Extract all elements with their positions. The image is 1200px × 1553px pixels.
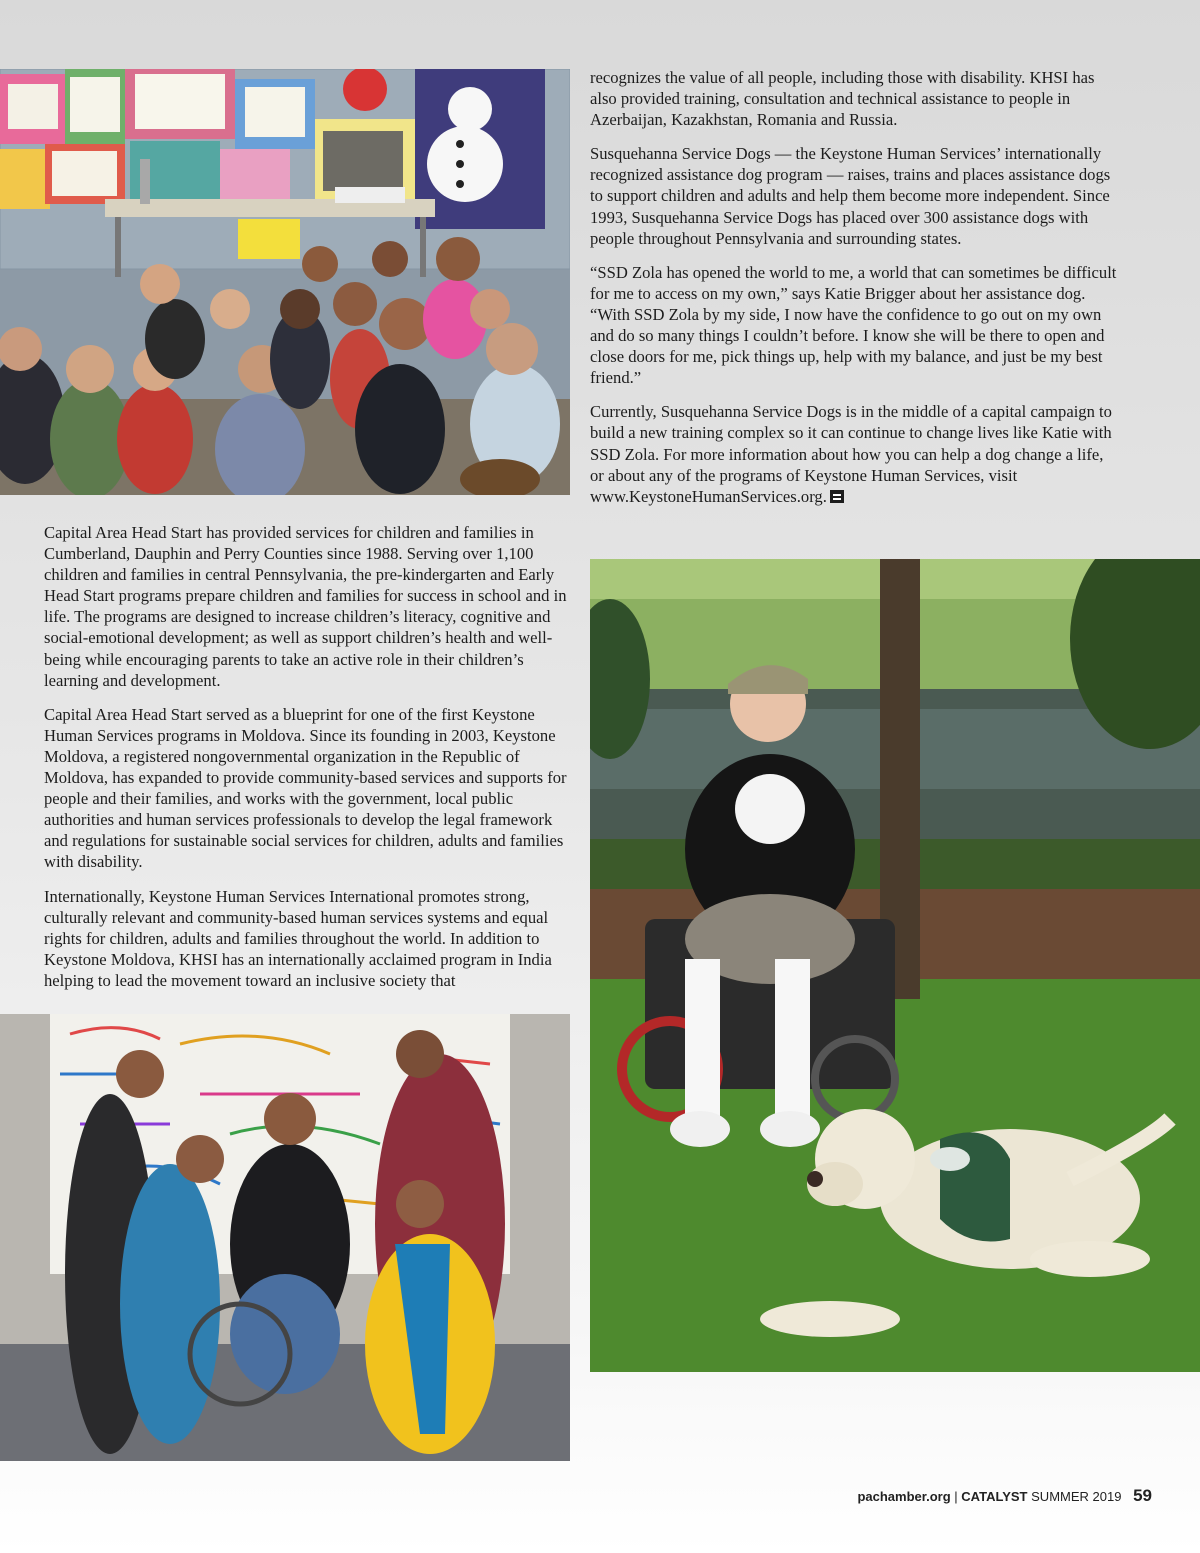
paragraph-head-start: Capital Area Head Start has provided services for children and families in Cumberland, Dauphin and Perry Counties since 1988. Serving over 1,100 children and families in central Pennsylvania, the pre-kindergarten and Early Head Start programs prepare children and families for success in school and in life. The programs are designed to increase children’s literacy, cognitive and social-emotional development; as well as support children’s health and well-being while encouraging parents to take an active role in their children’s learning and development.: [44, 523, 567, 690]
service-dog-photo: [590, 559, 1200, 1372]
classroom-children-photo: [0, 69, 570, 495]
footer-magazine: CATALYST: [961, 1489, 1028, 1504]
footer-site: pachamber.org: [857, 1489, 951, 1504]
paragraph-khsi-value: recognizes the value of all people, including those with disability. KHSI has also provided training, consultation and technical assistance to people in Azerbaijan, Kazakhstan, Romania and Russia.: [590, 68, 1095, 130]
paragraph-moldova: Capital Area Head Start served as a blueprint for one of the first Keystone Human Services programs in Moldova. Since its founding in 2003, Keystone Moldova, a registered nongovernmental organization in the Republic of Moldova, has expanded to provide community-based services and supports for people and their families, and works with the government, local public authorities and human services professionals to develop the legal framework and regulations for sustainable social services for children, adults and families with disability.: [44, 704, 567, 872]
page-footer: [857, 1486, 1152, 1506]
paragraph-quote: “SSD Zola has opened the world to me, a world that can sometimes be difficult for me to access on my own,” says Katie Brigger about her assistance dog. “With SSD Zola by my side, I now have the confidence to go out on my own and do so many things I couldn’t before. I know she will be there to open and close doors for me, pick things up, help with my balance, and just be my best friend.”: [590, 262, 1117, 388]
right-article-column: [590, 67, 1120, 520]
paragraph-service-dogs: Susquehanna Service Dogs — the Keystone Human Services’ internationally recognized assistance dog program — raises, trains and places assistance dogs to support children and adults and help them become more independent. Since 1993, Susquehanna Service Dogs has placed over 300 assistance dogs with people throughout Pennsylvania and surrounding states.: [590, 144, 1111, 248]
end-of-article-icon: [830, 490, 844, 503]
paragraph-campaign-text: Currently, Susquehanna Service Dogs is in the middle of a capital campaign to build a new training complex so it can continue to change lives like Katie with SSD Zola. For more information about how you can help a dog change a life, or about any of the programs of Keystone Human Services, visit www.KeystoneHumanServices.org.: [590, 402, 1112, 506]
left-article-column: [44, 522, 574, 1004]
page-number: 59: [1133, 1486, 1152, 1505]
team-group-photo: [0, 1014, 570, 1461]
footer-separator: |: [954, 1489, 958, 1504]
footer-issue: SUMMER 2019: [1031, 1489, 1122, 1504]
paragraph-campaign: [590, 401, 1120, 506]
paragraph-international: Internationally, Keystone Human Services International promotes strong, culturally relevant and community-based human services systems and equal rights for children, adults and families throughout the world. In addition to Keystone Moldova, KHSI has an internationally acclaimed program in India helping to lead the movement toward an inclusive society that: [44, 886, 552, 990]
